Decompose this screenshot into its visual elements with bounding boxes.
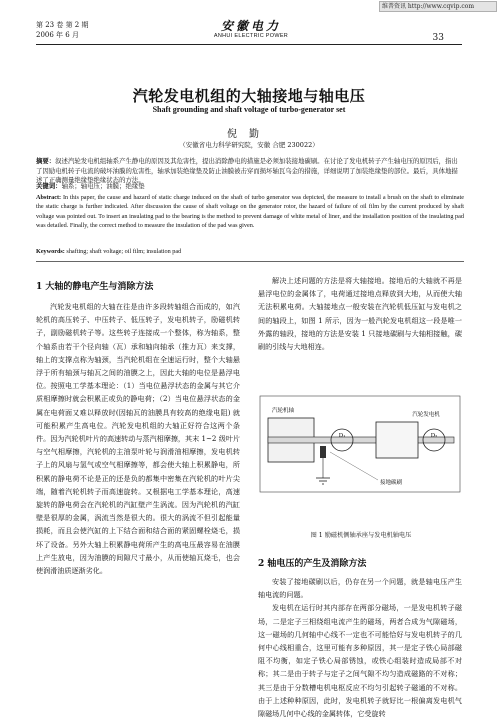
keywords-cn-text: 轴系；轴电压；油膜；绝缘垫	[61, 182, 145, 190]
journal-logo-cn: 安徽电力	[220, 19, 281, 33]
ground-brush	[320, 446, 326, 458]
page-number: 33	[432, 33, 444, 43]
issue-date: 2006 年 6 月	[36, 31, 79, 39]
figure-1-caption: 图 1 励磁机侧轴承座与发电机轴电压	[310, 532, 412, 539]
right-paragraph: 解决上述问题的方法是将大轴接地。接地后的大轴就不再是悬浮电位的金属体了，电荷通过接地点释放到大地，从而使大轴无法积累电荷。大轴接地点一般安装在汽轮机低压缸与发电机之间的轴段上，如图 1 所示，因为一般汽轮发电机组这一段是唯一外露的轴段，接地的方法是安装 1 只接地碳刷与大轴相接触，碳刷的引线与大地相连。	[258, 276, 462, 352]
right-column-top	[258, 274, 462, 353]
keywords-cn-label: 关键词：	[36, 182, 62, 190]
journal-masthead	[196, 19, 306, 39]
main-shaft	[268, 437, 454, 443]
watermark-banner: 维普资讯 http://www.cqvip.com	[379, 1, 497, 12]
section-1-body	[36, 300, 240, 577]
running-header-left	[36, 20, 89, 40]
author-affiliation: （安徽省电力科学研究院，安徽 合肥 230022）	[179, 141, 319, 149]
bearing-d2-label: D₂	[430, 433, 438, 439]
paper-title-cn: 汽轮发电机组的大轴接地与轴电压	[132, 87, 366, 105]
label-generator: 汽轮发电机	[412, 412, 440, 418]
label-ground-brush: 接地碳刷	[380, 480, 403, 486]
paper-title-en: Shaft grounding and shaft voltage of turbo-generator set	[152, 105, 346, 114]
abstract-en	[36, 193, 464, 231]
abstract-cn-text: 叙述汽轮发电机组轴系产生静电的原因及其危害性，提出消除静电的措施是必须加装接地碳刷。在讨论了发电机转子产生轴电压的原因后，指出了因励电机转子电流的破坏油膜的危害性，轴承加装绝缘垫及防止油膜被击穿而损坏轴瓦乌金的措施，详细说明了加装绝缘垫的部位。最后，具体地描述了正确测量绝缘垫绝缘状态的方法。	[36, 157, 458, 185]
keywords-en-label: Keywords:	[36, 248, 65, 255]
bearing-d1-label: D₁	[338, 433, 346, 439]
abstract-rule	[36, 261, 464, 262]
abstract-en-text: In this paper, the cause and hazard of static charge induced on the shaft of turbo generator was depicted, the measure to install a brush on the shaft to eliminate the static charge is further indicated. After discussion the cause of shaft voltage on the generator rotor, the hazard of failure of oil film by the current produced by shaft voltage was pointed out. To insert an insulating pad to the bearing is the method to prevent damage of white metal of liner, and the installation position of the insulating pad was detailed. Finally, the correct method to measure the insulation of the pad was given.	[36, 194, 464, 230]
section-1-heading: 1 大轴的静电产生与消除方法	[36, 282, 154, 292]
journal-name-en: ANHUI ELECTRIC POWER	[213, 33, 289, 39]
abstract-en-label: Abstract:	[36, 194, 62, 201]
label-turbine-shaft: 汽轮机轴	[272, 408, 295, 414]
section-2-paragraph-1: 安装了接地碳刷以后，仍存在另一个问题，就是轴电压产生轴电流的问题。	[258, 577, 462, 600]
generator-body	[376, 422, 418, 458]
author-name: 倪勤	[227, 129, 271, 140]
abstract-cn-label: 摘要：	[36, 157, 56, 165]
section-2-body	[258, 575, 462, 720]
figure-1-diagram	[258, 388, 464, 516]
header-rule	[36, 44, 462, 45]
keywords-en-text: shafting; shaft voltage; oil film; insulation pad	[66, 248, 182, 255]
section-1-paragraph: 汽轮发电机组的大轴在往是由许多段转轴组合而成的，如汽轮机的高压转子、中压转子、低压转子，发电机转子，励磁机转子，副励磁机转子等。这些转子连接成一个整体，称为轴系，整个轴系由若干个径向轴（瓦）承和轴向轴承（推力瓦）来支撑，轴上的支撑点称为轴颈，当汽轮机组在全速运行时，整个大轴悬浮于所有轴颈与轴瓦之间的油膜之上，因此大轴的电位是悬浮电位。按照电工学基本理论：（1）当电位悬浮状态的金属与其它介质相摩擦时就会积累正或负的静电荷；（2）当电位悬浮状态的金属在电荷面又难以释放时(因轴瓦的油膜具有较高的绝缘电阻) 就可能积累产生高电位。汽轮发电机组的大轴正好符合这两个条件。因为汽轮机叶片的高速转动与蒸汽相摩擦，其末 1~2 级叶片与空气相摩擦，汽轮机的主油泵叶轮与润滑油相摩擦，发电机转子上的风扇与氢气或空气相摩擦等，都会使大轴上积累静电，所积累的静电荷不论是正的还是负的都集中密集在汽轮机的叶片尖端，随着汽轮机转子而高速旋转。又根据电工学基本理论，高速旋转的静电荷会在汽轮机的汽缸壁产生涡流。因为汽轮机的汽缸壁是很厚的金属，涡流当然是很大的。很大的涡流不但引起能量损耗，而且会使汽缸的上下结合面和结合面的紧固螺栓烧毛，损坏了设备。另外大轴上积累静电荷所产生的高电压最容易在油膜上产生放电，因为油膜的间隙尺寸最小，从而使轴瓦烧毛，也会使润滑油质逐渐劣化。	[36, 302, 240, 576]
volume-issue: 第 23 卷 第 2 期	[36, 21, 89, 29]
keywords-cn	[36, 182, 464, 192]
section-2-paragraph-2: 发电机在运行时其内部存在两部分磁场，一是发电机转子磁场，二是定子三相绕组电流产生的磁场，两者合成为气隙磁场，这一磁场的几何轴中心线不一定也不可能恰好与发电机转子的几何中心线相重合，这里可能有多种原因，其一是定子铁心局部磁阻不均衡，如定子铁心局部锈蚀，或铁心组装时造成局部不对称；其二是由于转子与定子之间气隙不均匀造成磁路的不对称；其三是由于分数槽电机电枢反应不均匀引起转子磁通的不对称。由于上述种种原因，此时，发电机转子就好比一根偏离发电机气隙磁场几何中心线的金属转体，它受旋转	[258, 603, 462, 719]
section-2-heading: 2 轴电压的产生及消除方法	[258, 559, 367, 569]
brush-leader-line	[330, 452, 378, 480]
keywords-en	[36, 247, 464, 257]
